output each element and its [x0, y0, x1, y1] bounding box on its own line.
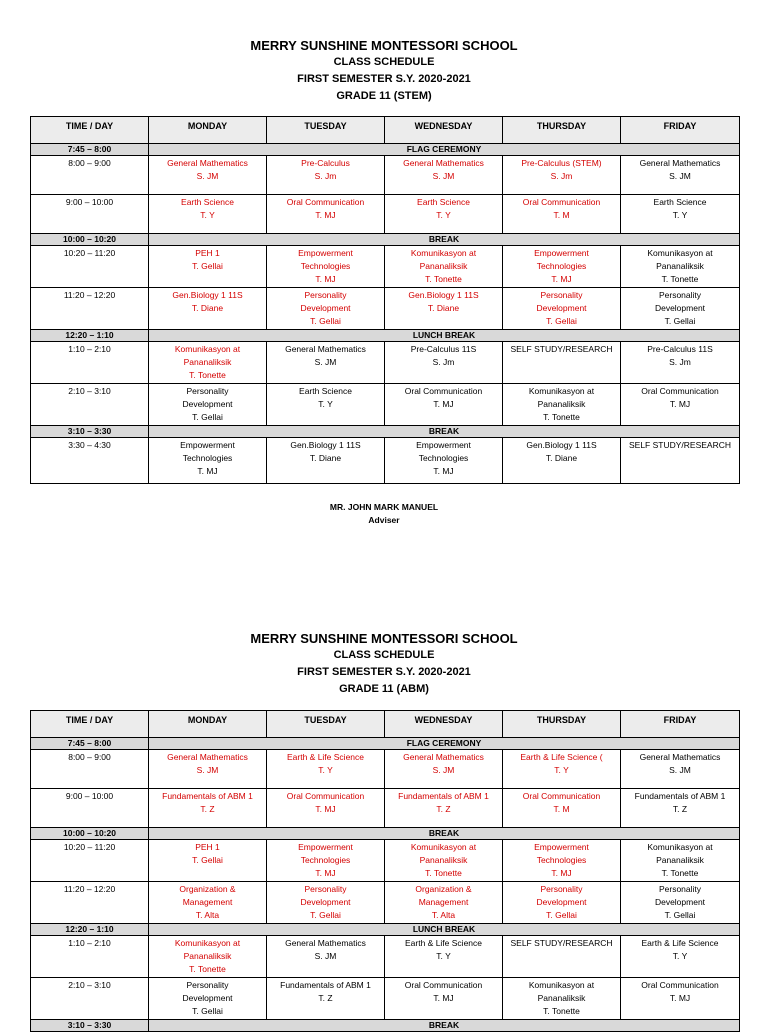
time-slot: 8:00 – 9:00	[31, 156, 149, 195]
break-row	[31, 828, 740, 840]
time-slot: 2:10 – 3:10	[31, 384, 149, 426]
class-cell: Organization & Management T. Alta	[385, 882, 503, 924]
column-header: TIME / DAY	[31, 117, 149, 144]
class-cell: Oral Communication T. M	[503, 195, 621, 234]
grade-label: GRADE 11 (ABM)	[339, 683, 429, 695]
school-name: MERRY SUNSHINE MONTESSORI SCHOOL	[250, 631, 518, 646]
column-header: WEDNESDAY	[385, 117, 503, 144]
class-cell: Personality Development T. Gellai	[267, 288, 385, 330]
table-row	[31, 789, 740, 828]
class-cell: Empowerment Technologies T. MJ	[267, 246, 385, 288]
class-cell: PEH 1 T. Gellai	[149, 246, 267, 288]
class-cell: Komunikasyon at Pananaliksik T. Tonette	[621, 840, 740, 882]
class-cell: Earth Science T. Y	[267, 384, 385, 426]
column-header: THURSDAY	[503, 711, 621, 738]
class-cell: General Mathematics S. JM	[267, 342, 385, 384]
class-cell: Earth Science T. Y	[385, 195, 503, 234]
column-header: WEDNESDAY	[385, 711, 503, 738]
class-cell: Komunikasyon at Pananaliksik T. Tonette	[385, 840, 503, 882]
table-row	[31, 840, 740, 882]
class-cell: Komunikasyon at Pananaliksik T. Tonette	[385, 246, 503, 288]
time-slot: 12:20 – 1:10	[31, 924, 149, 936]
class-cell: Oral Communication T. MJ	[621, 384, 740, 426]
class-cell: Empowerment Technologies T. MJ	[503, 840, 621, 882]
table-row	[31, 882, 740, 924]
adviser-name: MR. JOHN MARK MANUEL	[329, 502, 439, 512]
class-cell: General Mathematics S. JM	[621, 750, 740, 789]
time-slot: 7:45 – 8:00	[31, 144, 149, 156]
class-cell: Komunikasyon at Pananaliksik T. Tonette	[149, 342, 267, 384]
class-cell: Komunikasyon at Pananaliksik T. Tonette	[621, 246, 740, 288]
column-header: TUESDAY	[267, 117, 385, 144]
break-label: BREAK	[149, 828, 740, 840]
class-cell: Fundamentals of ABM 1 T. Z	[385, 789, 503, 828]
time-slot: 10:00 – 10:20	[31, 828, 149, 840]
time-slot: 11:20 – 12:20	[31, 882, 149, 924]
break-label: LUNCH BREAK	[149, 330, 740, 342]
class-cell: SELF STUDY/RESEARCH	[503, 342, 621, 384]
class-cell: Gen.Biology 1 11S T. Diane	[149, 288, 267, 330]
header-row	[31, 117, 740, 144]
class-cell: Empowerment Technologies T. MJ	[149, 438, 267, 484]
time-slot: 2:10 – 3:10	[31, 978, 149, 1020]
class-cell: Gen.Biology 1 11S T. Diane	[385, 288, 503, 330]
class-cell: Pre-Calculus (STEM) S. Jm	[503, 156, 621, 195]
time-slot: 1:10 – 2:10	[31, 342, 149, 384]
schedule-table-stem	[30, 116, 740, 484]
class-cell: Personality Development T. Gellai	[149, 978, 267, 1020]
class-cell: Oral Communication T. MJ	[621, 978, 740, 1020]
time-slot: 3:10 – 3:30	[31, 426, 149, 438]
break-label: FLAG CEREMONY	[149, 738, 740, 750]
break-row	[31, 1020, 740, 1032]
class-cell: Earth & Life Science T. Y	[385, 936, 503, 978]
time-slot: 7:45 – 8:00	[31, 738, 149, 750]
table-row	[31, 288, 740, 330]
column-header: MONDAY	[149, 117, 267, 144]
class-cell: Earth & Life Science ( T. Y	[503, 750, 621, 789]
schedule-title: CLASS SCHEDULE	[333, 649, 435, 661]
class-cell: Pre-Calculus S. Jm	[267, 156, 385, 195]
semester-label: FIRST SEMESTER S.Y. 2020-2021	[297, 73, 471, 85]
class-cell: General Mathematics S. JM	[385, 156, 503, 195]
class-cell: Fundamentals of ABM 1 T. Z	[267, 978, 385, 1020]
break-label: BREAK	[149, 1020, 740, 1032]
break-row	[31, 144, 740, 156]
column-header: FRIDAY	[621, 711, 740, 738]
time-slot: 11:20 – 12:20	[31, 288, 149, 330]
time-slot: 9:00 – 10:00	[31, 789, 149, 828]
break-label: BREAK	[149, 426, 740, 438]
class-cell: General Mathematics S. JM	[621, 156, 740, 195]
class-cell: Oral Communication T. MJ	[385, 978, 503, 1020]
class-cell: Personality Development T. Gellai	[621, 882, 740, 924]
break-label: BREAK	[149, 234, 740, 246]
semester-label: FIRST SEMESTER S.Y. 2020-2021	[297, 666, 471, 678]
header-row	[31, 711, 740, 738]
time-slot: 9:00 – 10:00	[31, 195, 149, 234]
column-header: MONDAY	[149, 711, 267, 738]
class-cell: PEH 1 T. Gellai	[149, 840, 267, 882]
class-cell: Komunikasyon at Pananaliksik T. Tonette	[149, 936, 267, 978]
class-cell: Earth Science T. Y	[621, 195, 740, 234]
class-cell: Oral Communication T. MJ	[267, 789, 385, 828]
time-slot: 10:20 – 11:20	[31, 840, 149, 882]
time-slot: 8:00 – 9:00	[31, 750, 149, 789]
time-slot: 12:20 – 1:10	[31, 330, 149, 342]
table-row	[31, 342, 740, 384]
break-row	[31, 234, 740, 246]
class-cell: Oral Communication T. M	[503, 789, 621, 828]
class-cell: Empowerment Technologies T. MJ	[503, 246, 621, 288]
time-slot: 1:10 – 2:10	[31, 936, 149, 978]
adviser-signature	[0, 501, 768, 527]
class-cell: Komunikasyon at Pananaliksik T. Tonette	[503, 978, 621, 1020]
class-cell: Earth & Life Science T. Y	[621, 936, 740, 978]
table-row	[31, 384, 740, 426]
class-cell: General Mathematics S. JM	[149, 750, 267, 789]
class-cell: Organization & Management T. Alta	[149, 882, 267, 924]
schedule-abm-header	[0, 630, 768, 698]
column-header: THURSDAY	[503, 117, 621, 144]
table-row	[31, 936, 740, 978]
class-cell: Personality Development T. Gellai	[149, 384, 267, 426]
table-row	[31, 156, 740, 195]
break-row	[31, 924, 740, 936]
class-cell: Oral Communication T. MJ	[385, 384, 503, 426]
class-cell: Pre-Calculus 11S S. Jm	[385, 342, 503, 384]
schedule-stem-header	[0, 37, 768, 105]
class-cell: Personality Development T. Gellai	[621, 288, 740, 330]
table-row	[31, 195, 740, 234]
grade-label: GRADE 11 (STEM)	[336, 90, 432, 102]
class-cell: Personality Development T. Gellai	[503, 882, 621, 924]
class-cell: Fundamentals of ABM 1 T. Z	[621, 789, 740, 828]
column-header: TUESDAY	[267, 711, 385, 738]
class-cell: General Mathematics S. JM	[385, 750, 503, 789]
schedule-table-abm	[30, 710, 740, 1032]
class-cell: Earth Science T. Y	[149, 195, 267, 234]
class-cell: Fundamentals of ABM 1 T. Z	[149, 789, 267, 828]
table-row	[31, 750, 740, 789]
schedule-title: CLASS SCHEDULE	[333, 56, 435, 68]
school-name: MERRY SUNSHINE MONTESSORI SCHOOL	[250, 38, 518, 53]
time-slot: 3:10 – 3:30	[31, 1020, 149, 1032]
class-cell: SELF STUDY/RESEARCH	[621, 438, 740, 484]
class-cell: SELF STUDY/RESEARCH	[503, 936, 621, 978]
table-row	[31, 978, 740, 1020]
class-cell: Pre-Calculus 11S S. Jm	[621, 342, 740, 384]
class-cell: Personality Development T. Gellai	[267, 882, 385, 924]
break-row	[31, 738, 740, 750]
break-label: LUNCH BREAK	[149, 924, 740, 936]
class-cell: General Mathematics S. JM	[267, 936, 385, 978]
class-cell: Komunikasyon at Pananaliksik T. Tonette	[503, 384, 621, 426]
class-cell: Gen.Biology 1 11S T. Diane	[267, 438, 385, 484]
class-cell: Empowerment Technologies T. MJ	[385, 438, 503, 484]
class-cell: General Mathematics S. JM	[149, 156, 267, 195]
class-cell: Empowerment Technologies T. MJ	[267, 840, 385, 882]
break-row	[31, 426, 740, 438]
class-cell: Oral Communication T. MJ	[267, 195, 385, 234]
class-cell: Gen.Biology 1 11S T. Diane	[503, 438, 621, 484]
class-cell: Earth & Life Science T. Y	[267, 750, 385, 789]
table-row	[31, 246, 740, 288]
break-label: FLAG CEREMONY	[149, 144, 740, 156]
column-header: TIME / DAY	[31, 711, 149, 738]
class-cell: Personality Development T. Gellai	[503, 288, 621, 330]
time-slot: 10:00 – 10:20	[31, 234, 149, 246]
column-header: FRIDAY	[621, 117, 740, 144]
table-row	[31, 438, 740, 484]
break-row	[31, 330, 740, 342]
time-slot: 10:20 – 11:20	[31, 246, 149, 288]
adviser-title: Adviser	[368, 515, 400, 525]
time-slot: 3:30 – 4:30	[31, 438, 149, 484]
